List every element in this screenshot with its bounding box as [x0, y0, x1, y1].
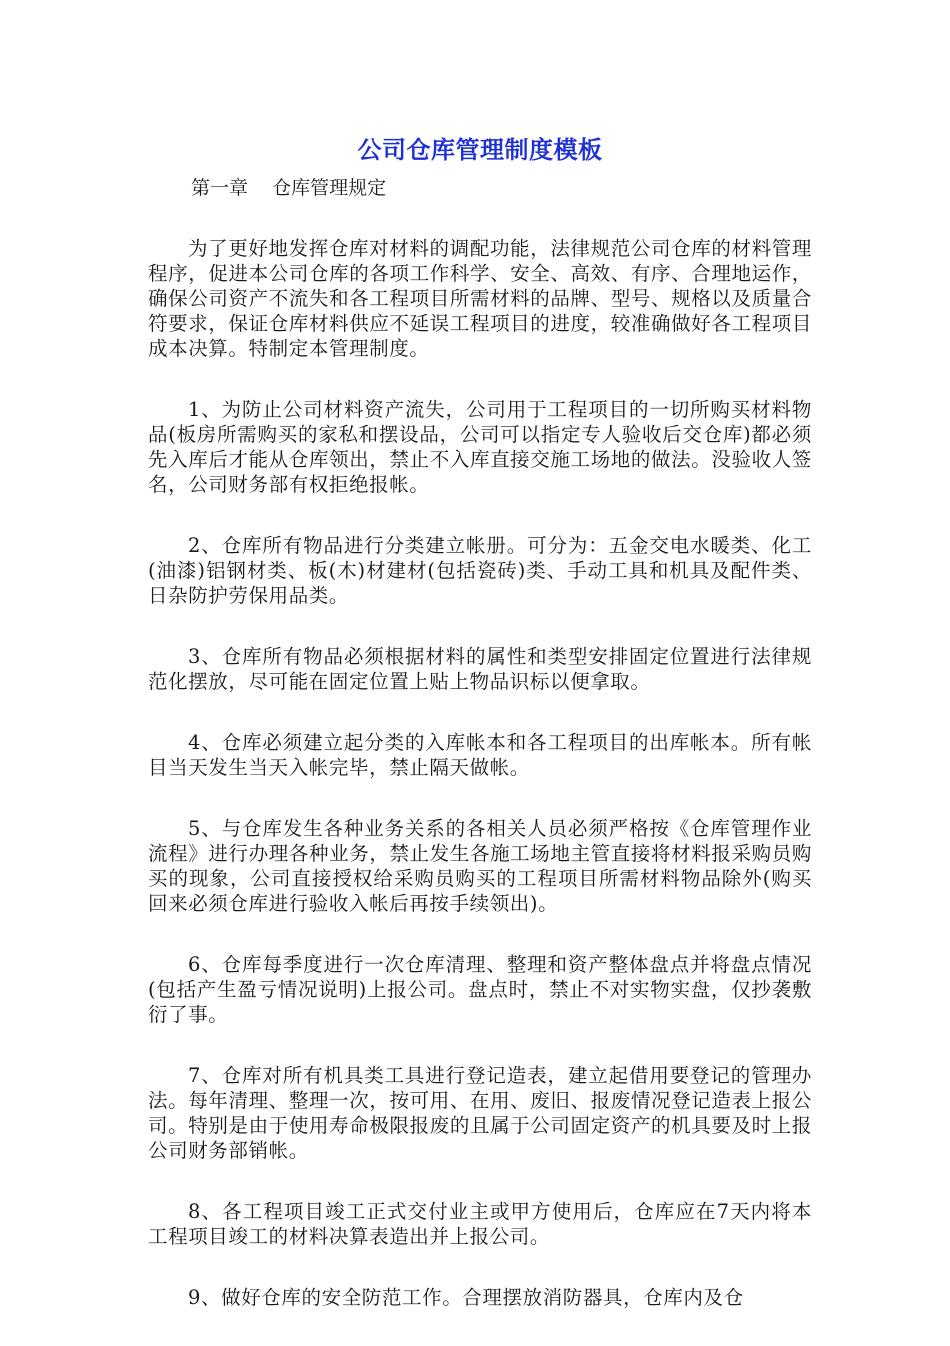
paragraph-item-3: 3、仓库所有物品必须根据材料的属性和类型安排固定位置进行法律规范化摆放，尽可能在固定位置上贴上物品识标以便拿取。 [148, 645, 812, 693]
paragraph-item-9: 9、做好仓库的安全防范工作。合理摆放消防器具，仓库内及仓 [188, 1286, 744, 1309]
paragraph-item-7: 7、仓库对所有机具类工具进行登记造表，建立起借用要登记的管理办法。每年清理、整理一次，按可用、在用、废旧、报废情况登记造表上报公司。特别是由于使用寿命极限报废的且属于公司固定资产的机具要及时上报公司财务部销帐。 [148, 1064, 812, 1162]
paragraph-item-8: 8、各工程项目竣工正式交付业主或甲方使用后，仓库应在7天内将本工程项目竣工的材料决算表造出并上报公司。 [148, 1200, 812, 1248]
paragraph-item-5: 5、与仓库发生各种业务关系的各相关人员必须严格按《仓库管理作业流程》进行办理各种业务，禁止发生各施工场地主管直接将材料报采购员购买的现象，公司直接授权给采购员购买的工程项目所需材料物品除外(购买回来必须仓库进行验收入帐后再按手续领出)。 [148, 817, 812, 915]
paragraph-item-1: 1、为防止公司材料资产流失，公司用于工程项目的一切所购买材料物品(板房所需购买的家私和摆设品，公司可以指定专人验收后交仓库)都必须先入库后才能从仓库领出，禁止不入库直接交施工场地的做法。没验收人签名，公司财务部有权拒绝报帐。 [148, 398, 812, 496]
document-title: 公司仓库管理制度模板 [357, 136, 603, 164]
document-page [148, 128, 812, 1346]
paragraph-item-4: 4、仓库必须建立起分类的入库帐本和各工程项目的出库帐本。所有帐目当天发生当天入帐完毕，禁止隔天做帐。 [148, 731, 812, 779]
paragraph-intro: 为了更好地发挥仓库对材料的调配功能，法律规范公司仓库的材料管理程序，促进本公司仓库的各项工作科学、安全、高效、有序、合理地运作，确保公司资产不流失和各工程项目所需材料的品牌、型号、规格以及质量合符要求，保证仓库材料供应不延误工程项目的进度，较准确做好各工程项目成本决算。特制定本管理制度。 [148, 237, 812, 360]
chapter-heading: 第一章 仓库管理规定 [191, 177, 387, 199]
paragraph-item-6: 6、仓库每季度进行一次仓库清理、整理和资产整体盘点并将盘点情况(包括产生盈亏情况说明)上报公司。盘点时，禁止不对实物实盘，仅抄袭敷衍了事。 [148, 953, 812, 1026]
paragraph-item-2: 2、仓库所有物品进行分类建立帐册。可分为：五金交电水暖类、化工(油漆)铝钢材类、板(木)材建材(包括瓷砖)类、手动工具和机具及配件类、日杂防护劳保用品类。 [148, 534, 812, 607]
